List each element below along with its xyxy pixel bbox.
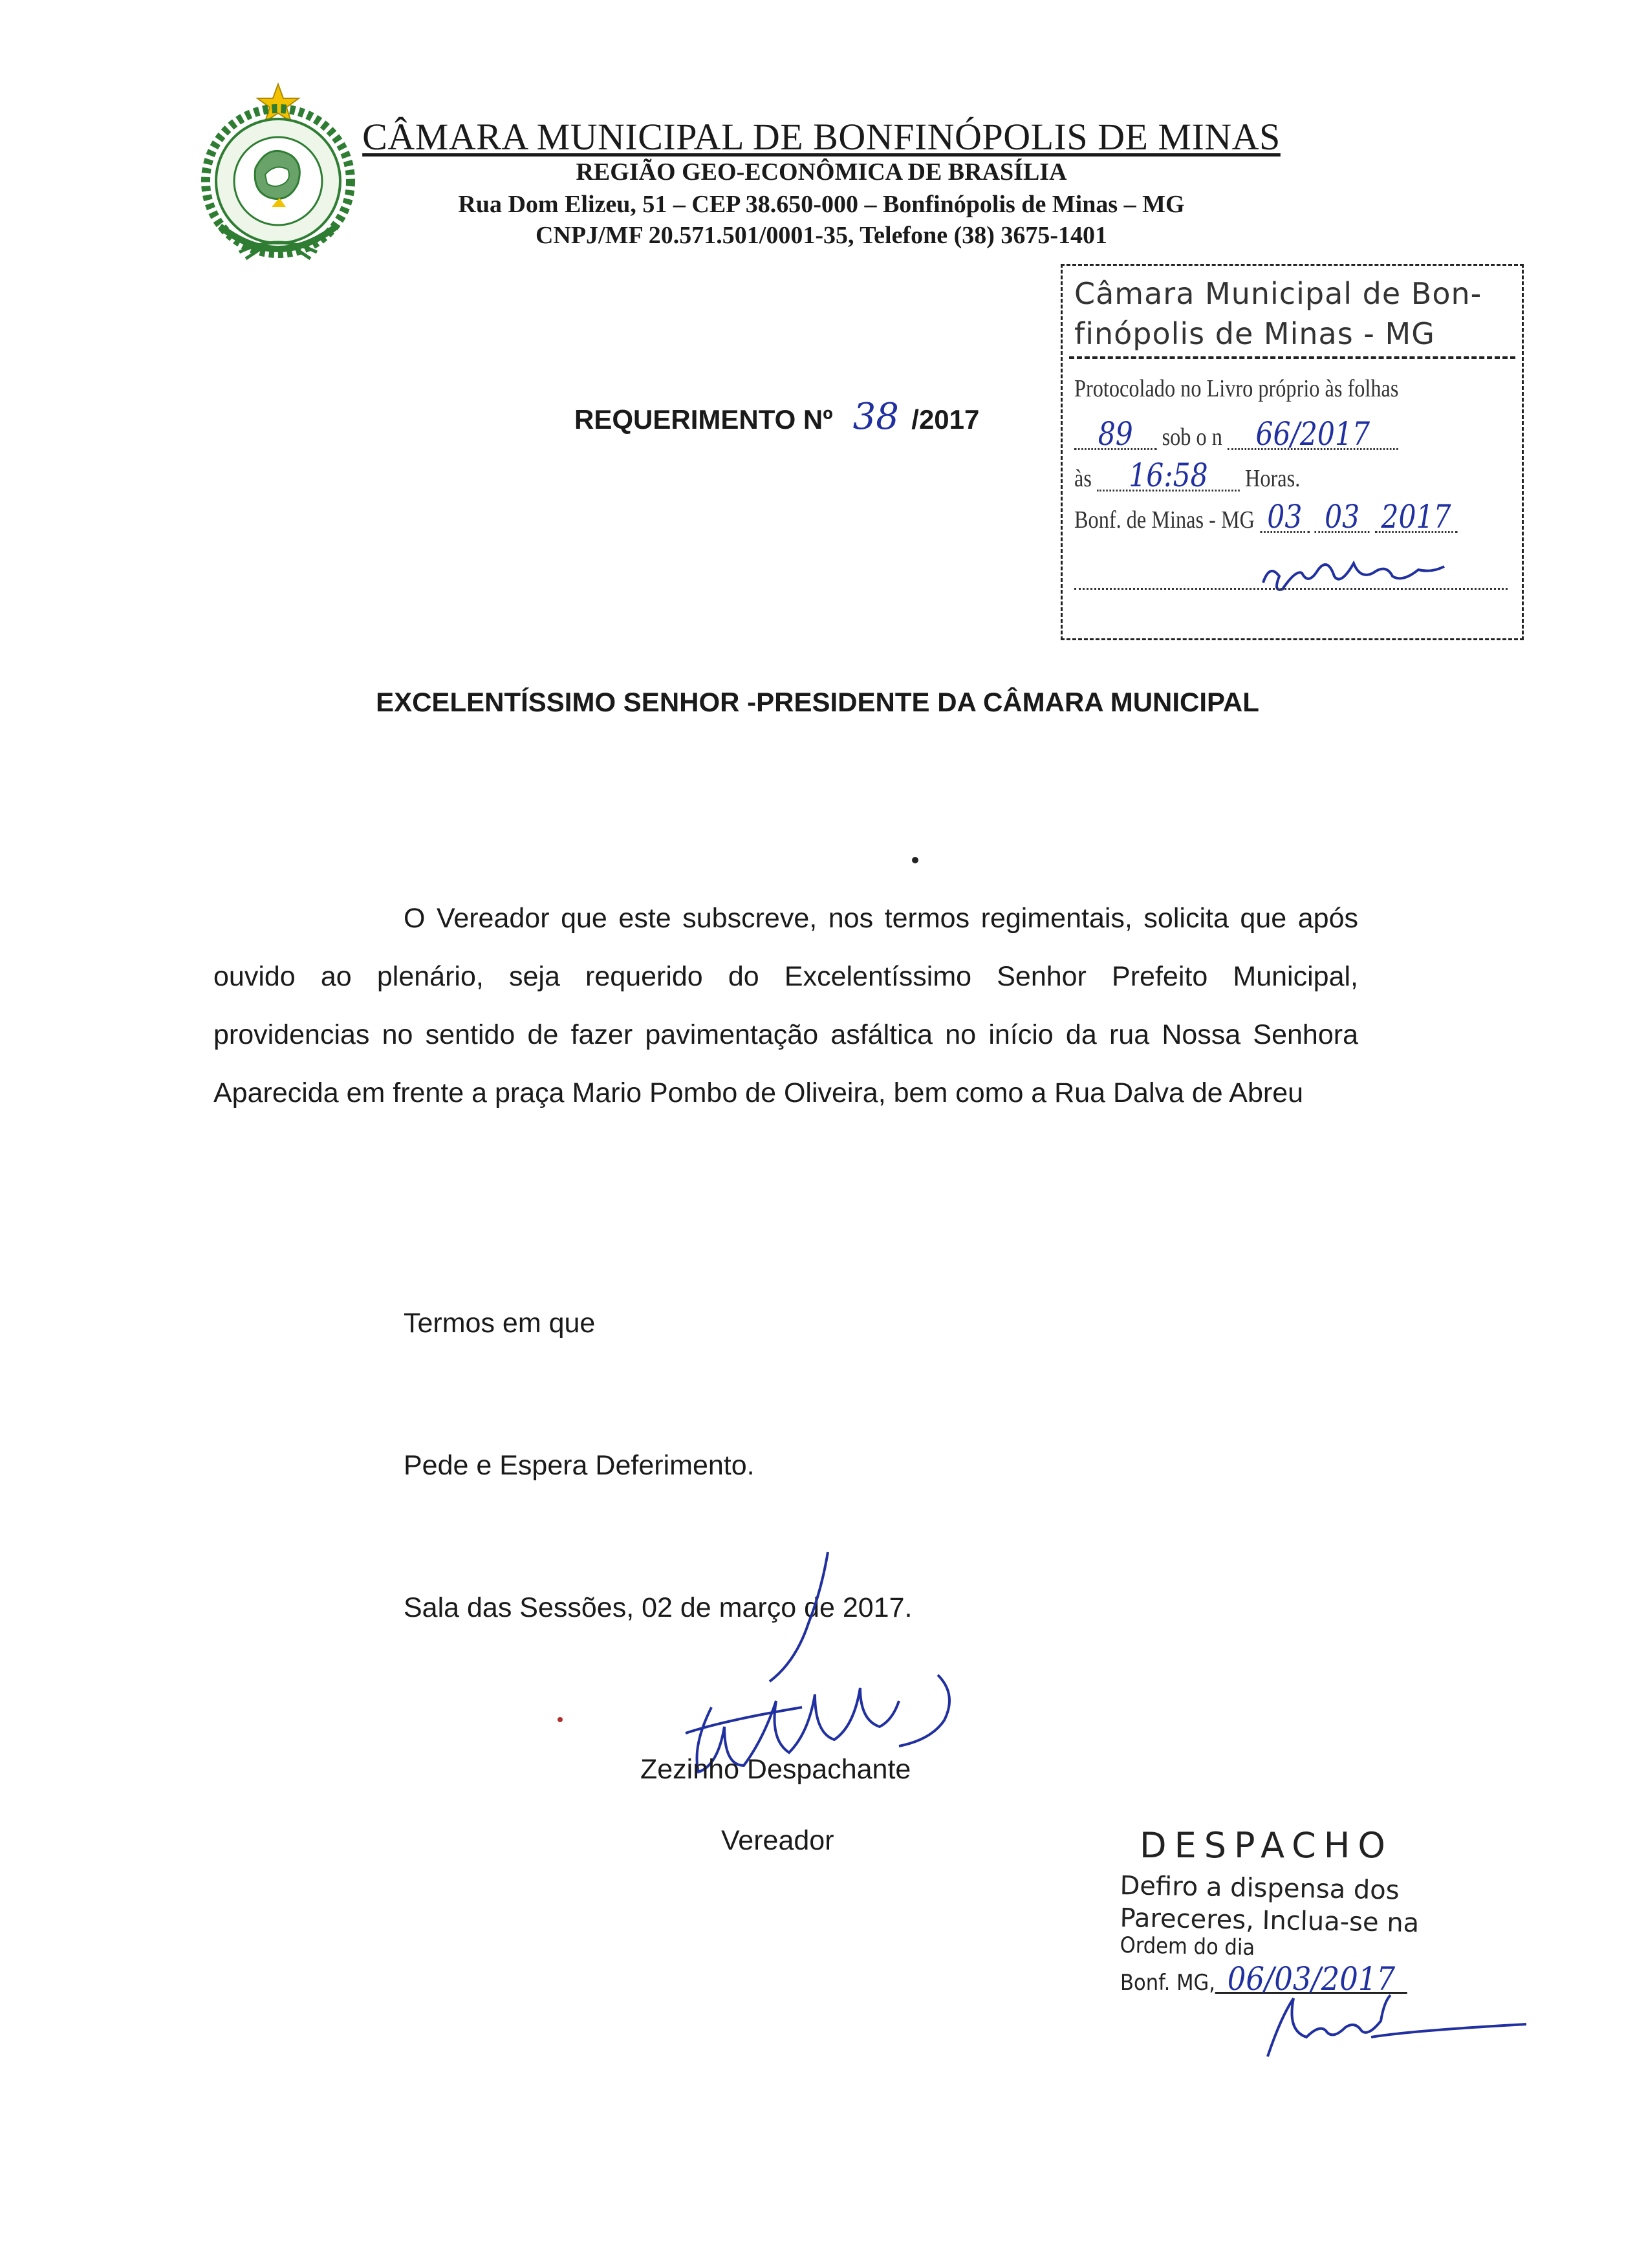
despacho-date-value: 06/03/2017 [1215, 1966, 1407, 1994]
stamp-sheet-line [1074, 415, 1514, 453]
protocol-stamp [1061, 264, 1524, 640]
stamp-horas-label: Horas. [1245, 465, 1301, 492]
requerimento-prefix: REQUERIMENTO Nº [574, 404, 833, 435]
president-signature [1255, 1979, 1539, 2069]
letterhead-address: Rua Dom Elizeu, 51 – CEP 38.650-000 – Bonfinópolis de Minas – MG [458, 191, 1185, 218]
despacho-date-label: Bonf. MG, [1120, 1970, 1215, 1996]
signer-name: Zezinho Despachante [640, 1754, 911, 1785]
letterhead-cnpj: CNPJ/MF 20.571.501/0001-35, Telefone (38) 3675-1401 [535, 222, 1108, 249]
stamp-hora-value: 16:58 [1097, 461, 1240, 491]
stamp-mes-value: 03 [1315, 502, 1370, 533]
ink-dot [912, 857, 918, 863]
stamp-date-line [1074, 498, 1457, 535]
signer-role: Vereador [721, 1825, 834, 1856]
place-and-date: Sala das Sessões, 02 de março de 2017. [404, 1592, 913, 1623]
stamp-dia-value: 03 [1260, 502, 1310, 533]
closing-phrase: Termos em que [404, 1308, 596, 1339]
requerimento-number: 38 [852, 396, 899, 438]
stamp-organization: Câmara Municipal de Bon-finópolis de Minas - MG [1074, 276, 1482, 351]
despacho-line-2: Pareceres, Inclua-se na [1120, 1903, 1420, 1939]
stamp-signature-line [1074, 588, 1508, 590]
stamp-ano-value: 2017 [1375, 502, 1458, 533]
ink-speck [558, 1717, 563, 1722]
letterhead-title: CÂMARA MUNICIPAL DE BONFINÓPOLIS DE MINAS [362, 116, 1281, 158]
request-body-paragraph: O Vereador que este subscreve, nos termos regimentais, solicita que após ouvido ao plenário, seja requerido do Excelentíssimo Senhor Prefeito Municipal, providencias no sentido de fazer pavimentação asfáltica no início da rua Nossa Senhora Aparecida em frente a praça Mario Pombo de Oliveira, bem como a Rua Dalva de Abreu [213, 903, 1358, 1108]
municipal-emblem-logo [194, 78, 382, 278]
stamp-clerk-signature [1257, 544, 1470, 602]
despacho-title: DESPACHO [1140, 1825, 1393, 1866]
stamp-divider [1069, 356, 1515, 359]
salutation: EXCELENTÍSSIMO SENHOR -PRESIDENTE DA CÂMARA MUNICIPAL [376, 687, 1259, 717]
stamp-time-line [1074, 457, 1301, 494]
stamp-folhas-value: 89 [1074, 420, 1157, 450]
requerimento-year: /2017 [911, 404, 980, 435]
stamp-numero-value: 66/2017 [1228, 420, 1398, 450]
despacho-line-1: Defiro a dispensa dos [1120, 1871, 1400, 1906]
deferment-request: Pede e Espera Deferimento. [404, 1450, 755, 1481]
stamp-protocol-line: Protocolado no Livro próprio às folhas [1074, 375, 1399, 402]
stamp-sob-label: sob o n [1162, 424, 1222, 451]
stamp-as-label: às [1074, 465, 1092, 492]
despacho-line-3: Ordem do dia [1120, 1932, 1255, 1961]
letterhead-region: REGIÃO GEO-ECONÔMICA DE BRASÍLIA [576, 158, 1067, 186]
stamp-local-label: Bonf. de Minas - MG [1074, 506, 1255, 534]
requerimento-heading [574, 396, 979, 438]
